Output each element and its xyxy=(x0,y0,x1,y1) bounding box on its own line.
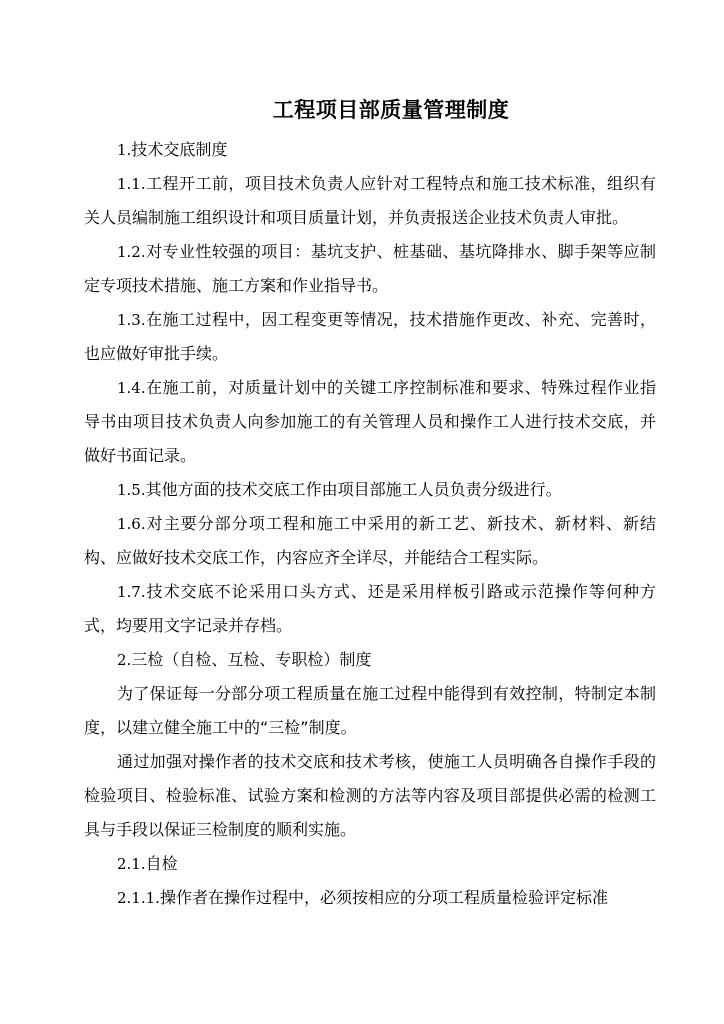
paragraph-text: 操作者在操作过程中，必须按相应的分项工程质量检验评定标准 xyxy=(159,888,608,907)
section-number: 1.2. xyxy=(117,243,146,261)
paragraph xyxy=(84,235,656,303)
paragraph xyxy=(84,303,656,371)
document-title: 工程项目部质量管理制度 xyxy=(272,98,510,122)
paragraph xyxy=(84,507,656,575)
paragraph xyxy=(84,167,656,235)
section-number: 1.5. xyxy=(117,481,146,499)
section-number: 2. xyxy=(117,651,132,669)
section-number: 1.6. xyxy=(117,515,146,533)
paragraph-text: 为了保证每一分部分项工程质量在施工过程中能得到有效控制，特制定本制度，以建立健全施工中的“三检”制度。 xyxy=(84,684,656,737)
paragraph xyxy=(84,881,656,915)
paragraph-text: 技术交底不论采用口头方式、还是采用样板引路或示范操作等何种方式，均要用文字记录并存档。 xyxy=(84,582,656,635)
section-number: 2.1.1. xyxy=(117,889,160,907)
section-number: 1.1. xyxy=(117,175,146,193)
paragraph xyxy=(84,847,656,881)
paragraph-text: 在施工过程中，因工程变更等情况，技术措施作更改、补充、完善时，也应做好审批手续。 xyxy=(84,310,656,363)
paragraph xyxy=(84,371,656,473)
paragraph-text: 其他方面的技术交底工作由项目部施工人员负责分级进行。 xyxy=(145,480,562,499)
paragraph xyxy=(84,643,656,677)
paragraph xyxy=(84,677,656,745)
paragraph xyxy=(84,745,656,847)
section-number: 1.7. xyxy=(117,583,146,601)
paragraph-text: 三检（自检、互检、专职检）制度 xyxy=(131,650,372,669)
section-number: 1.4. xyxy=(117,379,146,397)
paragraph-text: 工程开工前，项目技术负责人应针对工程特点和施工技术标准，组织有关人员编制施工组织设计和项目质量计划，并负责报送企业技术负责人审批。 xyxy=(84,174,656,227)
paragraph-text: 对主要分部分项工程和施工中采用的新工艺、新技术、新材料、新结构、应做好技术交底工作，内容应齐全详尽，并能结合工程实际。 xyxy=(84,514,656,567)
paragraph xyxy=(84,133,656,167)
paragraph-text: 技术交底制度 xyxy=(131,140,228,159)
document-body xyxy=(84,133,656,915)
paragraph-text: 通过加强对操作者的技术交底和技术考核，使施工人员明确各自操作手段的检验项目、检验标准、试验方案和检测的方法等内容及项目部提供必需的检测工具与手段以保证三检制度的顺利实施。 xyxy=(84,752,656,839)
paragraph-text: 自检 xyxy=(145,854,178,873)
paragraph xyxy=(84,473,656,507)
paragraph-text: 对专业性较强的项目：基坑支护、桩基础、基坑降排水、脚手架等应制定专项技术措施、施工方案和作业指导书。 xyxy=(84,242,656,295)
section-number: 1. xyxy=(117,141,132,159)
section-number: 1.3. xyxy=(117,311,146,329)
paragraph-text: 在施工前，对质量计划中的关键工序控制标准和要求、特殊过程作业指导书由项目技术负责人向参加施工的有关管理人员和操作工人进行技术交底，并做好书面记录。 xyxy=(84,378,656,465)
section-number: 2.1. xyxy=(117,855,146,873)
paragraph xyxy=(84,575,656,643)
